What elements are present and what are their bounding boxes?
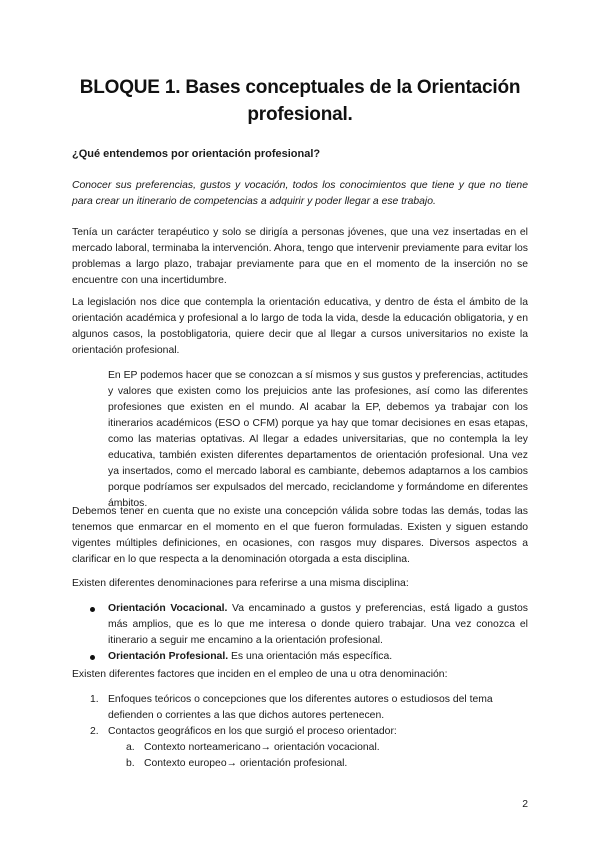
paragraph-6: Existen diferentes factores que inciden en el empleo de una u otra denominación:	[72, 669, 448, 680]
bullet-icon	[90, 607, 95, 612]
page-number: 2	[522, 799, 528, 810]
list-item-text: Va encaminado a gustos y preferencias, está ligado a gustos más amplios, que es lo que me interesa o donde quiero trabajar. Una vez conozca el itinerario a seguir me encamino a la orientación profesional.	[108, 603, 528, 646]
list-item-text: Enfoques teóricos o concepciones que los diferentes autores o estudiosos del tema defienden o corrientes a las que dichos autores pertenecen.	[108, 694, 493, 721]
list-item	[72, 649, 528, 665]
factors-list	[72, 692, 528, 772]
sub-list-item	[108, 740, 528, 756]
sub-list-item	[108, 756, 528, 772]
list-item-term: Orientación Vocacional.	[108, 603, 228, 614]
paragraph-4: Debemos tener en cuenta que no existe una concepción válida sobre todas las demás, todas las tenemos que enmarcar en el momento en el que fueron formuladas. Existen y siguen estando vigentes múltiples definiciones, en ocasiones, con rasgos muy dispares. Diversos aspectos a clarificar en lo que respecta a la denominación otorgada a esta disciplina.	[72, 506, 528, 565]
list-item-term: Orientación Profesional.	[108, 651, 229, 662]
paragraph-5: Existen diferentes denominaciones para referirse a una misma disciplina:	[72, 578, 409, 589]
list-item-number: 1.	[90, 694, 99, 705]
list-item-text: Es una orientación más específica.	[228, 651, 393, 662]
list-item	[72, 724, 528, 772]
sub-list-item-letter: a.	[126, 742, 135, 753]
sub-list-item-letter: b.	[126, 758, 135, 769]
list-item-number: 2.	[90, 726, 99, 737]
paragraph-1: Tenía un carácter terapéutico y solo se dirigía a personas jóvenes, que una vez insertadas en el mercado laboral, terminaba la intervención. Ahora, tengo que intervenir previamente para evitar los problemas a largo plazo, trabajar previamente para que en el momento de la inserción no se encuentre con una incertidumbre.	[72, 227, 528, 286]
sub-list-item-text: Contexto europeo→ orientación profesional.	[144, 758, 348, 769]
bullet-icon	[90, 655, 95, 660]
paragraph-2: La legislación nos dice que contempla la orientación educativa, y dentro de ésta el ámbito de la orientación académica y profesional a lo largo de toda la vida, desde la educación obligatoria, y en algunos casos, la postobligatoria, quiere decir que al llegar a cursos universitarios no existe la orientación profesional.	[72, 297, 528, 356]
list-item-text: Contactos geográficos en los que surgió el proceso orientador:	[108, 726, 397, 737]
list-item	[72, 692, 528, 724]
sub-list-item-text: Contexto norteamericano→ orientación vocacional.	[144, 742, 380, 753]
intro-paragraph: Conocer sus preferencias, gustos y vocación, todos los conocimientos que tiene y que no tiene para crear un itinerario de competencias a adquirir y poder llegar a ese trabajo.	[72, 180, 528, 207]
denominations-list	[72, 601, 528, 665]
section-subtitle: ¿Qué entendemos por orientación profesional?	[72, 148, 321, 160]
list-item	[72, 601, 528, 649]
sub-list	[108, 740, 528, 772]
page-title: BLOQUE 1. Bases conceptuales de la Orientación profesional.	[79, 77, 521, 125]
indented-paragraph: En EP podemos hacer que se conozcan a sí mismos y sus gustos y preferencias, actitudes y valores que existen como los prejuicios ante las profesiones, así como las diferentes profesiones que existen en el mundo. Al acabar la EP, debemos ya trabajar con los itinerarios académicos (ESO o CFM) porque ya hay que tomar decisiones en esas etapas, como las materias optativas. Al llegar a edades universitarias, que no contempla la ley educativa, también existen diferentes departamentos de orientación profesional. Una vez ya insertados, como el mercado laboral es cambiante, debemos adaptarnos a los cambios porque podríamos ser expulsados del mercado, reciclandome y formándome en diferentes ámbitos.	[108, 370, 528, 509]
